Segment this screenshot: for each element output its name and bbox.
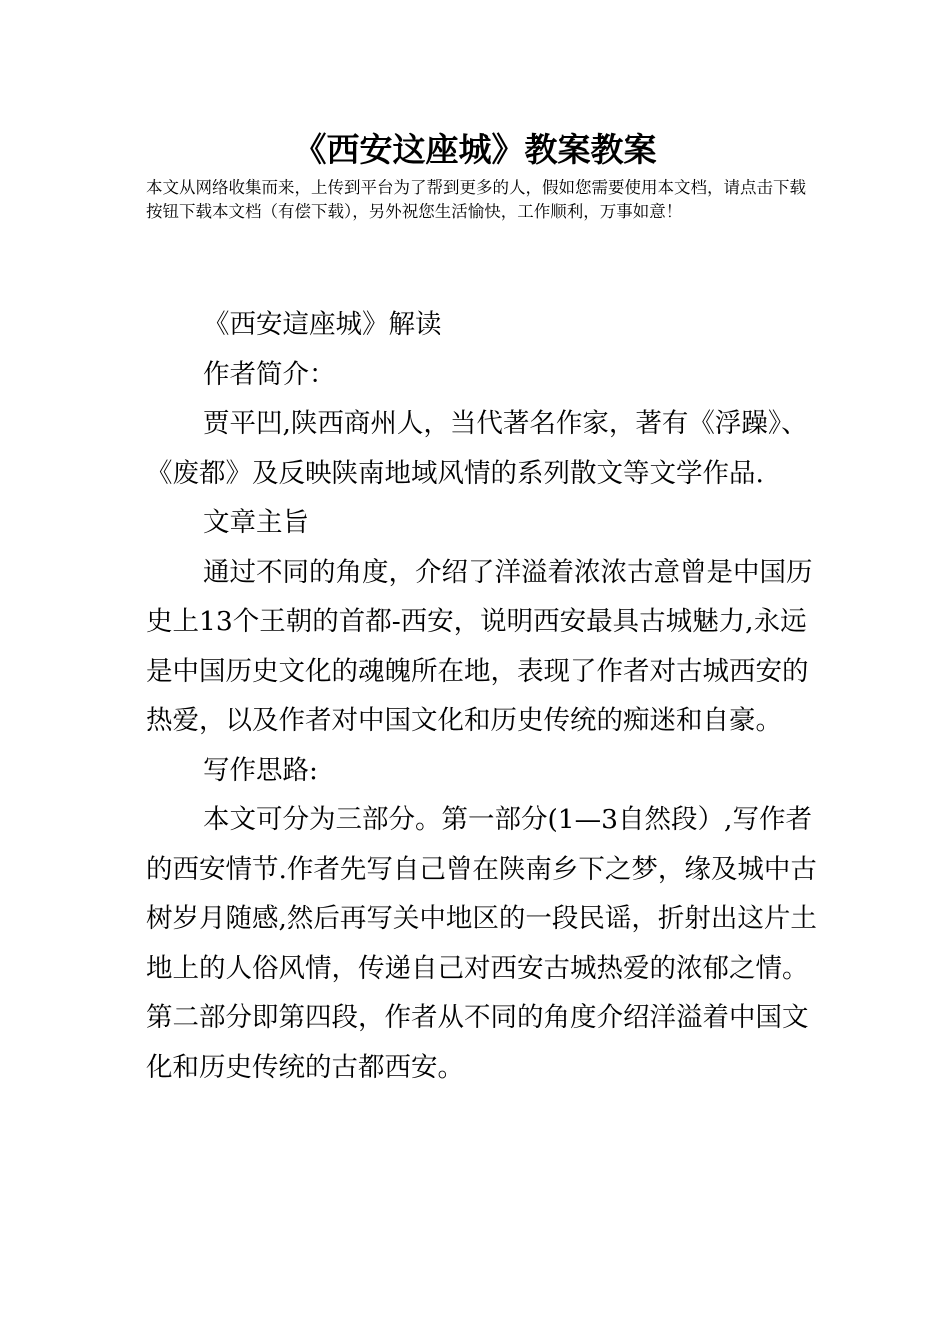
- document-body: [146, 300, 826, 1092]
- paragraph-main-idea: 通过不同的角度，介绍了洋溢着浓浓古意曾是中国历史上13个王朝的首都-西安，说明西安最具古城魅力,永远是中国历史文化的魂魄所在地，表现了作者对古城西安的热爱，以及作者对中国文化和历史传统的痴迷和自豪。: [146, 556, 813, 736]
- heading-interpretation: 《西安這座城》解读: [202, 309, 442, 340]
- heading-author-intro: 作者简介：: [202, 358, 336, 390]
- heading-main-idea: 文章主旨: [202, 507, 309, 538]
- heading-writing-approach: 写作思路:: [202, 754, 318, 786]
- paragraph-writing-approach: 本文可分为三部分。第一部分(1—3自然段）,写作者的西安情节.作者先写自己曾在陕南乡下之梦，缘及城中古树岁月随感,然后再写关中地区的一段民谣，折射出这片土地上的人俗风情，传递自己对西安古城热爱的浓郁之情。第二部分即第四段，作者从不同的角度介绍洋溢着中国文化和历史传统的古都西安。: [146, 804, 817, 1083]
- download-notice: 本文从网络收集而来，上传到平台为了帮到更多的人，假如您需要使用本文档，请点击下载按钮下载本文档（有偿下载），另外祝您生活愉快，工作顺利，万事如意！: [146, 178, 806, 221]
- document-title: 《西安这座城》教案教案: [293, 130, 657, 169]
- paragraph-author-bio: 贾平凹,陕西商州人，当代著名作家，著有《浮躁》、《废都》及反映陕南地域风情的系列散文等文学作品.: [146, 408, 808, 489]
